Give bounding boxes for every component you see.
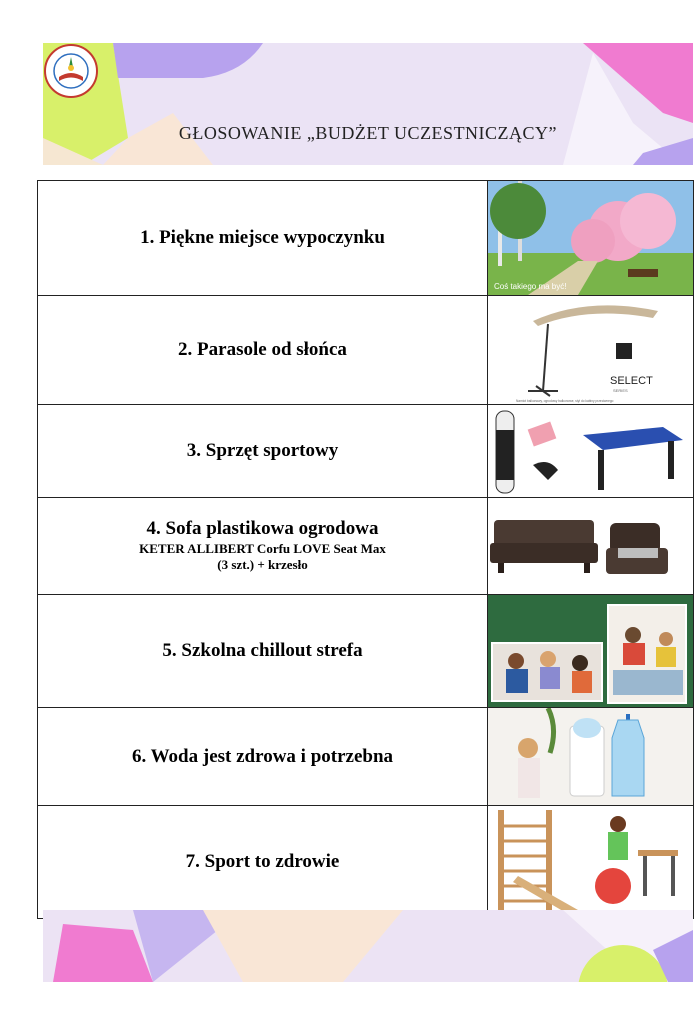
table-row xyxy=(38,181,694,296)
svg-text:SERIES: SERIES xyxy=(613,388,628,393)
option-image-park xyxy=(488,181,694,296)
table-row xyxy=(38,296,694,405)
footer-decoration xyxy=(43,910,693,982)
table-row xyxy=(38,498,694,595)
header-banner xyxy=(43,43,693,165)
footer-banner xyxy=(43,910,693,982)
option-label: 7. Sport to zdrowie xyxy=(38,806,488,919)
option-image-parasol xyxy=(488,296,694,405)
voting-options-table xyxy=(37,180,694,919)
option-subtitle: (3 szt.) + krzesło xyxy=(217,557,308,573)
brand-text: SELECT xyxy=(610,375,653,387)
option-image-sofa xyxy=(488,498,694,595)
water-image xyxy=(488,708,693,805)
option-label: 5. Szkolna chillout strefa xyxy=(38,595,488,708)
option-subtitle: KETER ALLIBERT Corfu LOVE Seat Max xyxy=(139,541,386,557)
banner-decoration xyxy=(43,43,693,165)
school-logo xyxy=(43,43,99,99)
option-label: 6. Woda jest zdrowa i potrzebna xyxy=(38,708,488,806)
chillout-zone-image xyxy=(488,595,693,707)
option-image-sports xyxy=(488,405,694,498)
option-label: 3. Sprzęt sportowy xyxy=(38,405,488,498)
sofa-image xyxy=(488,498,693,594)
option-image-water xyxy=(488,708,694,806)
option-image-sport xyxy=(488,806,694,919)
parasol-image xyxy=(488,296,693,404)
sports-equipment-image xyxy=(488,405,693,497)
park-image xyxy=(488,181,693,295)
table-row xyxy=(38,806,694,919)
table-row xyxy=(38,595,694,708)
option-label xyxy=(38,498,488,595)
table-row xyxy=(38,405,694,498)
option-title: 4. Sofa plastikowa ogrodowa xyxy=(146,518,379,540)
option-image-chillout xyxy=(488,595,694,708)
option-label: 1. Piękne miejsce wypoczynku xyxy=(38,181,488,296)
svg-text:Namiot balkonowy, ogrodowy bal: Namiot balkonowy, ogrodowy balkonowe, styl do kabiny przeciwnego xyxy=(516,399,614,403)
option-label: 2. Parasole od słońca xyxy=(38,296,488,405)
page-title: GŁOSOWANIE „BUDŻET UCZESTNICZĄCY” xyxy=(178,123,558,143)
sport-health-image xyxy=(488,806,693,918)
table-row xyxy=(38,708,694,806)
park-caption: Coś takiego ma być! xyxy=(494,282,567,291)
